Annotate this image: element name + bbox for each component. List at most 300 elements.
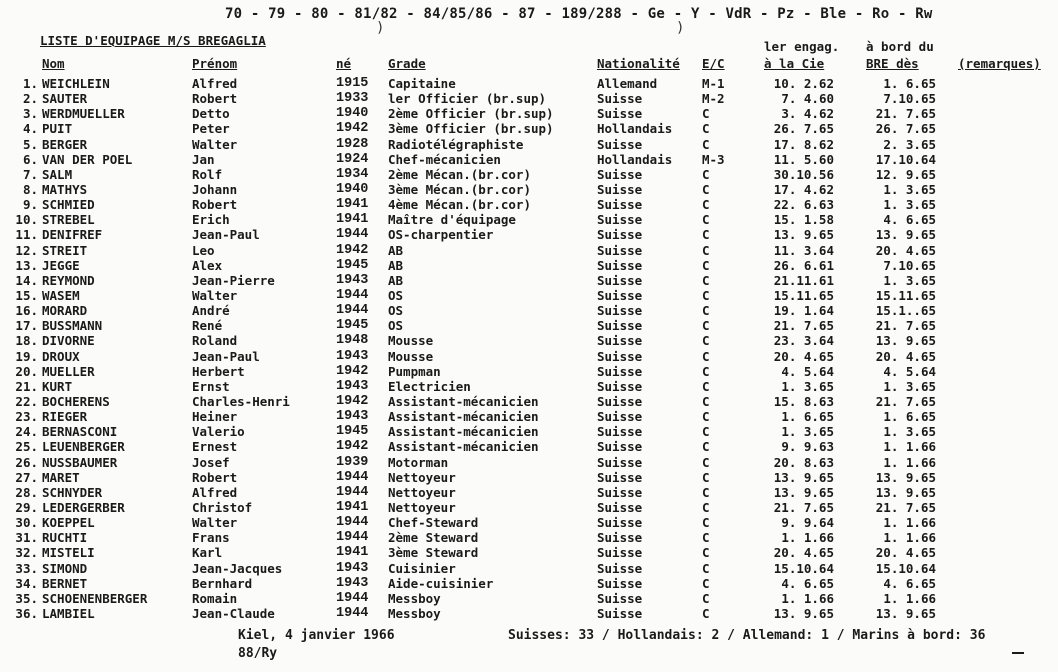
row-number: 16. xyxy=(15,303,38,319)
cell-bord: 15.1..65 xyxy=(875,303,936,319)
cell-prenom: Walter xyxy=(192,287,238,303)
table-row xyxy=(0,197,1058,212)
cell-ec: C xyxy=(702,287,710,303)
cell-ne: 1942 xyxy=(336,439,369,455)
cell-bord: 21. 7.65 xyxy=(875,499,936,515)
cell-nationalite: Suisse xyxy=(597,272,643,288)
cell-nationalite: Suisse xyxy=(597,454,643,470)
cell-prenom: Charles-Henri xyxy=(192,393,290,409)
cell-nom: MORARD xyxy=(42,303,88,319)
cell-prenom: Peter xyxy=(192,121,230,137)
table-row xyxy=(0,212,1058,227)
row-number: 30. xyxy=(15,515,38,531)
table-row xyxy=(0,379,1058,394)
table-row xyxy=(0,227,1058,242)
row-number: 9. xyxy=(22,197,38,213)
cell-nom: MARET xyxy=(42,469,80,485)
cell-engag: 17. 8.62 xyxy=(773,136,834,152)
cell-engag: 11. 5.60 xyxy=(773,151,834,167)
column-header-grade: Grade xyxy=(388,56,426,71)
cell-ec: C xyxy=(702,454,710,470)
table-row xyxy=(0,91,1058,106)
row-number: 5. xyxy=(22,136,38,152)
cell-prenom: Johann xyxy=(192,181,238,197)
row-number: 26. xyxy=(15,454,38,470)
cell-ne: 1915 xyxy=(336,76,369,91)
row-number: 15. xyxy=(15,287,38,303)
cell-ec: C xyxy=(702,484,710,500)
row-number: 1. xyxy=(22,76,38,91)
cell-grade: AB xyxy=(388,242,404,258)
cell-nationalite: Suisse xyxy=(597,515,643,531)
cell-grade: 4ème Mécan.(br.cor) xyxy=(388,197,531,213)
row-number: 19. xyxy=(15,348,38,364)
cell-grade: Nettoyeur xyxy=(388,484,456,500)
cell-engag: 3. 4.62 xyxy=(781,106,834,122)
cell-ec: C xyxy=(702,515,710,531)
cell-engag: 1. 1.66 xyxy=(781,530,834,546)
cell-ec: C xyxy=(702,197,710,213)
cell-bord: 7.10.65 xyxy=(883,257,936,273)
cell-bord: 13. 9.65 xyxy=(875,484,936,500)
cell-prenom: Alfred xyxy=(192,484,238,500)
cell-ec: C xyxy=(702,242,710,258)
cell-bord: 1. 1.66 xyxy=(883,515,936,531)
cell-prenom: Leo xyxy=(192,242,215,258)
cell-ne: 1940 xyxy=(336,106,369,122)
cell-grade: AB xyxy=(388,272,404,288)
cell-nom: REYMOND xyxy=(42,272,95,288)
cell-nationalite: Suisse xyxy=(597,166,643,182)
cell-engag: 1. 6.65 xyxy=(781,409,834,425)
cell-ec: C xyxy=(702,605,710,621)
cell-prenom: Jean-Paul xyxy=(192,348,260,364)
cell-nationalite: Hollandais xyxy=(597,121,673,137)
cell-nom: MUELLER xyxy=(42,363,95,379)
table-row xyxy=(0,318,1058,333)
cell-engag: 11. 3.64 xyxy=(773,242,834,258)
cell-bord: 1. 3.65 xyxy=(883,424,936,440)
table-row xyxy=(0,530,1058,545)
cell-grade: Radiotélégraphiste xyxy=(388,136,524,152)
cell-prenom: Valerio xyxy=(192,424,245,440)
cell-nom: VAN DER POEL xyxy=(42,151,133,167)
row-number: 4. xyxy=(22,121,38,137)
cell-bord: 20. 4.65 xyxy=(875,242,936,258)
row-number: 2. xyxy=(22,91,38,107)
cell-nationalite: Suisse xyxy=(597,378,643,394)
cell-bord: 20. 4.65 xyxy=(875,348,936,364)
cell-bord: 21. 7.65 xyxy=(875,106,936,122)
cell-prenom: Erich xyxy=(192,212,230,228)
table-row xyxy=(0,333,1058,348)
cell-bord: 1. 1.66 xyxy=(883,454,936,470)
cell-engag: 13. 9.65 xyxy=(773,605,834,621)
cell-nom: BERNASCONI xyxy=(42,424,118,440)
row-number: 18. xyxy=(15,333,38,349)
cell-engag: 22. 6.63 xyxy=(773,197,834,213)
row-number: 6. xyxy=(22,151,38,167)
row-number: 23. xyxy=(15,409,38,425)
cell-ec: C xyxy=(702,227,710,243)
cell-bord: 13. 9.65 xyxy=(875,469,936,485)
cell-bord: 1. 1.66 xyxy=(883,590,936,606)
cell-nationalite: Suisse xyxy=(597,409,643,425)
cell-bord: 7.10.65 xyxy=(883,91,936,107)
cell-nationalite: Suisse xyxy=(597,575,643,591)
cell-ec: C xyxy=(702,348,710,364)
cell-prenom: Jean-Jacques xyxy=(192,560,283,576)
cell-bord: 17.10.64 xyxy=(875,151,936,167)
cell-ne: 1944 xyxy=(336,515,369,531)
cell-grade: Assistant-mécanicien xyxy=(388,393,539,409)
cell-grade: Motorman xyxy=(388,454,449,470)
cell-ne: 1941 xyxy=(336,499,369,515)
table-row xyxy=(0,409,1058,424)
cell-ne: 1943 xyxy=(336,409,369,425)
cell-nom: LAMBIEL xyxy=(42,605,95,621)
cell-grade: Mousse xyxy=(388,348,434,364)
row-number: 14. xyxy=(15,272,38,288)
cell-ec: C xyxy=(702,590,710,606)
cell-bord: 13. 9.65 xyxy=(875,333,936,349)
cell-grade: OS xyxy=(388,287,404,303)
cell-engag: 23. 3.64 xyxy=(773,333,834,349)
cell-grade: OS xyxy=(388,318,404,334)
cell-nom: MISTELI xyxy=(42,545,95,561)
cell-grade: 2ème Officier (br.sup) xyxy=(388,106,554,122)
cell-prenom: Jean-Pierre xyxy=(192,272,275,288)
table-row xyxy=(0,470,1058,485)
cell-nom: SALM xyxy=(42,166,73,182)
cell-engag: 1. 3.65 xyxy=(781,378,834,394)
row-number: 29. xyxy=(15,499,38,515)
cell-prenom: Walter xyxy=(192,515,238,531)
table-row xyxy=(0,137,1058,152)
cell-prenom: Robert xyxy=(192,469,238,485)
row-number: 34. xyxy=(15,575,38,591)
cell-nationalite: Suisse xyxy=(597,484,643,500)
cell-prenom: Ernest xyxy=(192,439,238,455)
cell-nationalite: Suisse xyxy=(597,318,643,334)
table-row xyxy=(0,258,1058,273)
cell-ne: 1943 xyxy=(336,560,369,576)
cell-ne: 1943 xyxy=(336,348,369,364)
cell-nationalite: Allemand xyxy=(597,76,658,91)
cell-prenom: Detto xyxy=(192,106,230,122)
cell-prenom: Robert xyxy=(192,91,238,107)
cell-prenom: Herbert xyxy=(192,363,245,379)
table-row xyxy=(0,364,1058,379)
cell-grade: ler Officier (br.sup) xyxy=(388,91,547,107)
cell-ne: 1944 xyxy=(336,590,369,606)
cell-prenom: Christof xyxy=(192,499,253,515)
cell-nationalite: Suisse xyxy=(597,257,643,273)
cell-bord: 1. 1.66 xyxy=(883,530,936,546)
cell-engag: 20. 4.65 xyxy=(773,348,834,364)
cell-nom: DENIFREF xyxy=(42,227,103,243)
table-row xyxy=(0,288,1058,303)
table-row xyxy=(0,76,1058,91)
cell-nationalite: Suisse xyxy=(597,499,643,515)
cell-engag: 21. 7.65 xyxy=(773,318,834,334)
cell-bord: 4. 6.65 xyxy=(883,575,936,591)
cell-nom: WERDMUELLER xyxy=(42,106,125,122)
table-row xyxy=(0,606,1058,621)
row-number: 32. xyxy=(15,545,38,561)
cell-ec: C xyxy=(702,318,710,334)
cell-nom: KURT xyxy=(42,378,73,394)
cell-prenom: Robert xyxy=(192,197,238,213)
cell-prenom: Jean-Claude xyxy=(192,605,275,621)
cell-bord: 12. 9.65 xyxy=(875,166,936,182)
cell-nom: SIMOND xyxy=(42,560,88,576)
cell-nationalite: Suisse xyxy=(597,469,643,485)
table-row xyxy=(0,303,1058,318)
distribution-codes: 70 - 79 - 80 - 81/82 - 84/85/86 - 87 - 189/288 - Ge - Y - VdR - Pz - Ble - Ro - Rw xyxy=(225,6,933,22)
column-header-ec: E/C xyxy=(702,56,725,71)
crew-summary: Suisses: 33 / Hollandais: 2 / Allemand: 1 / Marins à bord: 36 xyxy=(508,628,986,643)
row-number: 12. xyxy=(15,242,38,258)
cell-ec: C xyxy=(702,439,710,455)
handwritten-bracket-mark: ) xyxy=(676,20,685,36)
row-number: 13. xyxy=(15,257,38,273)
cell-ne: 1948 xyxy=(336,333,369,349)
cell-ec: C xyxy=(702,378,710,394)
row-number: 24. xyxy=(15,424,38,440)
column-header-nationalite: Nationalité xyxy=(597,56,680,71)
cell-bord: 20. 4.65 xyxy=(875,545,936,561)
cell-engag: 21. 7.65 xyxy=(773,499,834,515)
cell-ne: 1942 xyxy=(336,363,369,379)
row-number: 25. xyxy=(15,439,38,455)
row-number: 8. xyxy=(22,181,38,197)
cell-engag: 13. 9.65 xyxy=(773,469,834,485)
cell-ec: C xyxy=(702,121,710,137)
document-title: LISTE D'EQUIPAGE M/S BREGAGLIA xyxy=(40,33,266,48)
cell-ec: M-2 xyxy=(702,91,725,107)
cell-engag: 10. 2.62 xyxy=(773,76,834,91)
cell-grade: 3ème Mécan.(br.cor) xyxy=(388,181,531,197)
column-header-ne: né xyxy=(336,56,352,71)
cell-engag: 26. 7.65 xyxy=(773,121,834,137)
cell-grade: 2ème Steward xyxy=(388,530,479,546)
cell-nom: KOEPPEL xyxy=(42,515,95,531)
cell-nationalite: Suisse xyxy=(597,197,643,213)
cell-bord: 1. 1.66 xyxy=(883,439,936,455)
cell-prenom: André xyxy=(192,303,230,319)
table-row xyxy=(0,515,1058,530)
cell-ne: 1942 xyxy=(336,121,369,137)
cell-ec: C xyxy=(702,409,710,425)
cell-nationalite: Suisse xyxy=(597,333,643,349)
cell-ne: 1943 xyxy=(336,378,369,394)
cell-engag: 1. 1.66 xyxy=(781,590,834,606)
row-number: 7. xyxy=(22,166,38,182)
table-row xyxy=(0,485,1058,500)
cell-prenom: Roland xyxy=(192,333,238,349)
cell-prenom: Alex xyxy=(192,257,223,273)
cell-nom: BOCHERENS xyxy=(42,393,110,409)
row-number: 21. xyxy=(15,378,38,394)
cell-bord: 26. 7.65 xyxy=(875,121,936,137)
cell-ec: C xyxy=(702,136,710,152)
cell-ec: M-1 xyxy=(702,76,725,91)
table-row xyxy=(0,591,1058,606)
row-number: 31. xyxy=(15,530,38,546)
cell-grade: Electricien xyxy=(388,378,471,394)
cell-bord: 4. 6.65 xyxy=(883,212,936,228)
cell-ne: 1944 xyxy=(336,227,369,243)
cell-ec: C xyxy=(702,333,710,349)
cell-bord: 4. 5.64 xyxy=(883,363,936,379)
cell-nom: PUIT xyxy=(42,121,73,137)
cell-engag: 7. 4.60 xyxy=(781,91,834,107)
cell-nom: SCHNYDER xyxy=(42,484,103,500)
cell-ne: 1944 xyxy=(336,530,369,546)
table-row xyxy=(0,106,1058,121)
cell-ne: 1941 xyxy=(336,212,369,228)
cell-ec: C xyxy=(702,530,710,546)
table-row xyxy=(0,561,1058,576)
cell-prenom: Rolf xyxy=(192,166,223,182)
cell-bord: 15.10.64 xyxy=(875,560,936,576)
cell-nationalite: Suisse xyxy=(597,424,643,440)
cell-nom: SAUTER xyxy=(42,91,88,107)
cell-ne: 1940 xyxy=(336,181,369,197)
cell-grade: Nettoyeur xyxy=(388,469,456,485)
row-number: 3. xyxy=(22,106,38,122)
table-row xyxy=(0,167,1058,182)
cell-nom: JEGGE xyxy=(42,257,80,273)
cell-ec: C xyxy=(702,363,710,379)
cell-ne: 1945 xyxy=(336,424,369,440)
place-date: Kiel, 4 janvier 1966 xyxy=(238,628,395,643)
cell-ne: 1943 xyxy=(336,575,369,591)
cell-ec: C xyxy=(702,106,710,122)
cell-bord: 1. 3.65 xyxy=(883,197,936,213)
cell-nom: NUSSBAUMER xyxy=(42,454,118,470)
cell-ne: 1944 xyxy=(336,605,369,621)
row-number: 22. xyxy=(15,393,38,409)
cell-engag: 1. 3.65 xyxy=(781,424,834,440)
cell-bord: 1. 3.65 xyxy=(883,272,936,288)
cell-nationalite: Suisse xyxy=(597,605,643,621)
cell-ne: 1942 xyxy=(336,242,369,258)
table-row xyxy=(0,273,1058,288)
closing-dash xyxy=(1012,652,1024,654)
cell-grade: Chef-Steward xyxy=(388,515,479,531)
cell-engag: 15.11.65 xyxy=(773,287,834,303)
row-number: 27. xyxy=(15,469,38,485)
cell-nationalite: Suisse xyxy=(597,106,643,122)
cell-nationalite: Suisse xyxy=(597,545,643,561)
cell-ec: C xyxy=(702,166,710,182)
cell-nationalite: Suisse xyxy=(597,242,643,258)
cell-ne: 1934 xyxy=(336,166,369,182)
cell-ne: 1928 xyxy=(336,136,369,152)
cell-nationalite: Hollandais xyxy=(597,151,673,167)
cell-grade: OS xyxy=(388,303,404,319)
cell-grade: Assistant-mécanicien xyxy=(388,424,539,440)
cell-ec: M-3 xyxy=(702,151,725,167)
cell-bord: 21. 7.65 xyxy=(875,318,936,334)
cell-nom: MATHYS xyxy=(42,181,88,197)
cell-bord: 2. 3.65 xyxy=(883,136,936,152)
row-number: 17. xyxy=(15,318,38,334)
cell-grade: 2ème Mécan.(br.cor) xyxy=(388,166,531,182)
row-number: 33. xyxy=(15,560,38,576)
cell-engag: 15. 1.58 xyxy=(773,212,834,228)
cell-nom: DROUX xyxy=(42,348,80,364)
cell-bord: 1. 6.65 xyxy=(883,409,936,425)
cell-nationalite: Suisse xyxy=(597,560,643,576)
cell-engag: 13. 9.65 xyxy=(773,227,834,243)
cell-grade: Capitaine xyxy=(388,76,456,91)
cell-nationalite: Suisse xyxy=(597,363,643,379)
cell-ne: 1924 xyxy=(336,151,369,167)
cell-engag: 26. 6.61 xyxy=(773,257,834,273)
cell-engag: 30.10.56 xyxy=(773,166,834,182)
column-header-bord-line2: BRE dès xyxy=(866,56,919,71)
cell-bord: 1. 3.65 xyxy=(883,181,936,197)
column-header-remarques: (remarques) xyxy=(958,56,1041,71)
cell-nom: STREBEL xyxy=(42,212,95,228)
column-header-bord-line1: à bord du xyxy=(866,39,934,54)
row-number: 11. xyxy=(15,227,38,243)
cell-nationalite: Suisse xyxy=(597,181,643,197)
cell-nom: BERNET xyxy=(42,575,88,591)
cell-grade: Chef-mécanicien xyxy=(388,151,501,167)
cell-prenom: Walter xyxy=(192,136,238,152)
cell-grade: Cuisinier xyxy=(388,560,456,576)
cell-nom: LEDERGERBER xyxy=(42,499,125,515)
cell-prenom: René xyxy=(192,318,223,334)
cell-nom: SCHOENENBERGER xyxy=(42,590,148,606)
cell-engag: 17. 4.62 xyxy=(773,181,834,197)
cell-prenom: Karl xyxy=(192,545,223,561)
cell-ec: C xyxy=(702,469,710,485)
column-header-engag-line1: ler engag. xyxy=(764,39,840,54)
cell-engag: 19. 1.64 xyxy=(773,303,834,319)
cell-nom: RUCHTI xyxy=(42,530,88,546)
reference-initials: 88/Ry xyxy=(238,646,278,661)
cell-nationalite: Suisse xyxy=(597,439,643,455)
cell-prenom: Ernst xyxy=(192,378,230,394)
cell-nationalite: Suisse xyxy=(597,212,643,228)
cell-engag: 20. 4.65 xyxy=(773,545,834,561)
cell-ne: 1944 xyxy=(336,484,369,500)
cell-bord: 13. 9.65 xyxy=(875,605,936,621)
cell-ne: 1939 xyxy=(336,454,369,470)
cell-ne: 1941 xyxy=(336,545,369,561)
cell-ec: C xyxy=(702,424,710,440)
cell-grade: OS-charpentier xyxy=(388,227,494,243)
cell-ec: C xyxy=(702,303,710,319)
cell-ne: 1933 xyxy=(336,91,369,107)
cell-prenom: Heiner xyxy=(192,409,238,425)
table-row xyxy=(0,439,1058,454)
cell-nationalite: Suisse xyxy=(597,303,643,319)
cell-engag: 4. 6.65 xyxy=(781,575,834,591)
cell-nom: LEUENBERGER xyxy=(42,439,125,455)
cell-grade: AB xyxy=(388,257,404,273)
table-row xyxy=(0,500,1058,515)
cell-ec: C xyxy=(702,181,710,197)
table-row xyxy=(0,394,1058,409)
cell-nom: SCHMIED xyxy=(42,197,95,213)
column-header-nom: Nom xyxy=(42,56,65,71)
